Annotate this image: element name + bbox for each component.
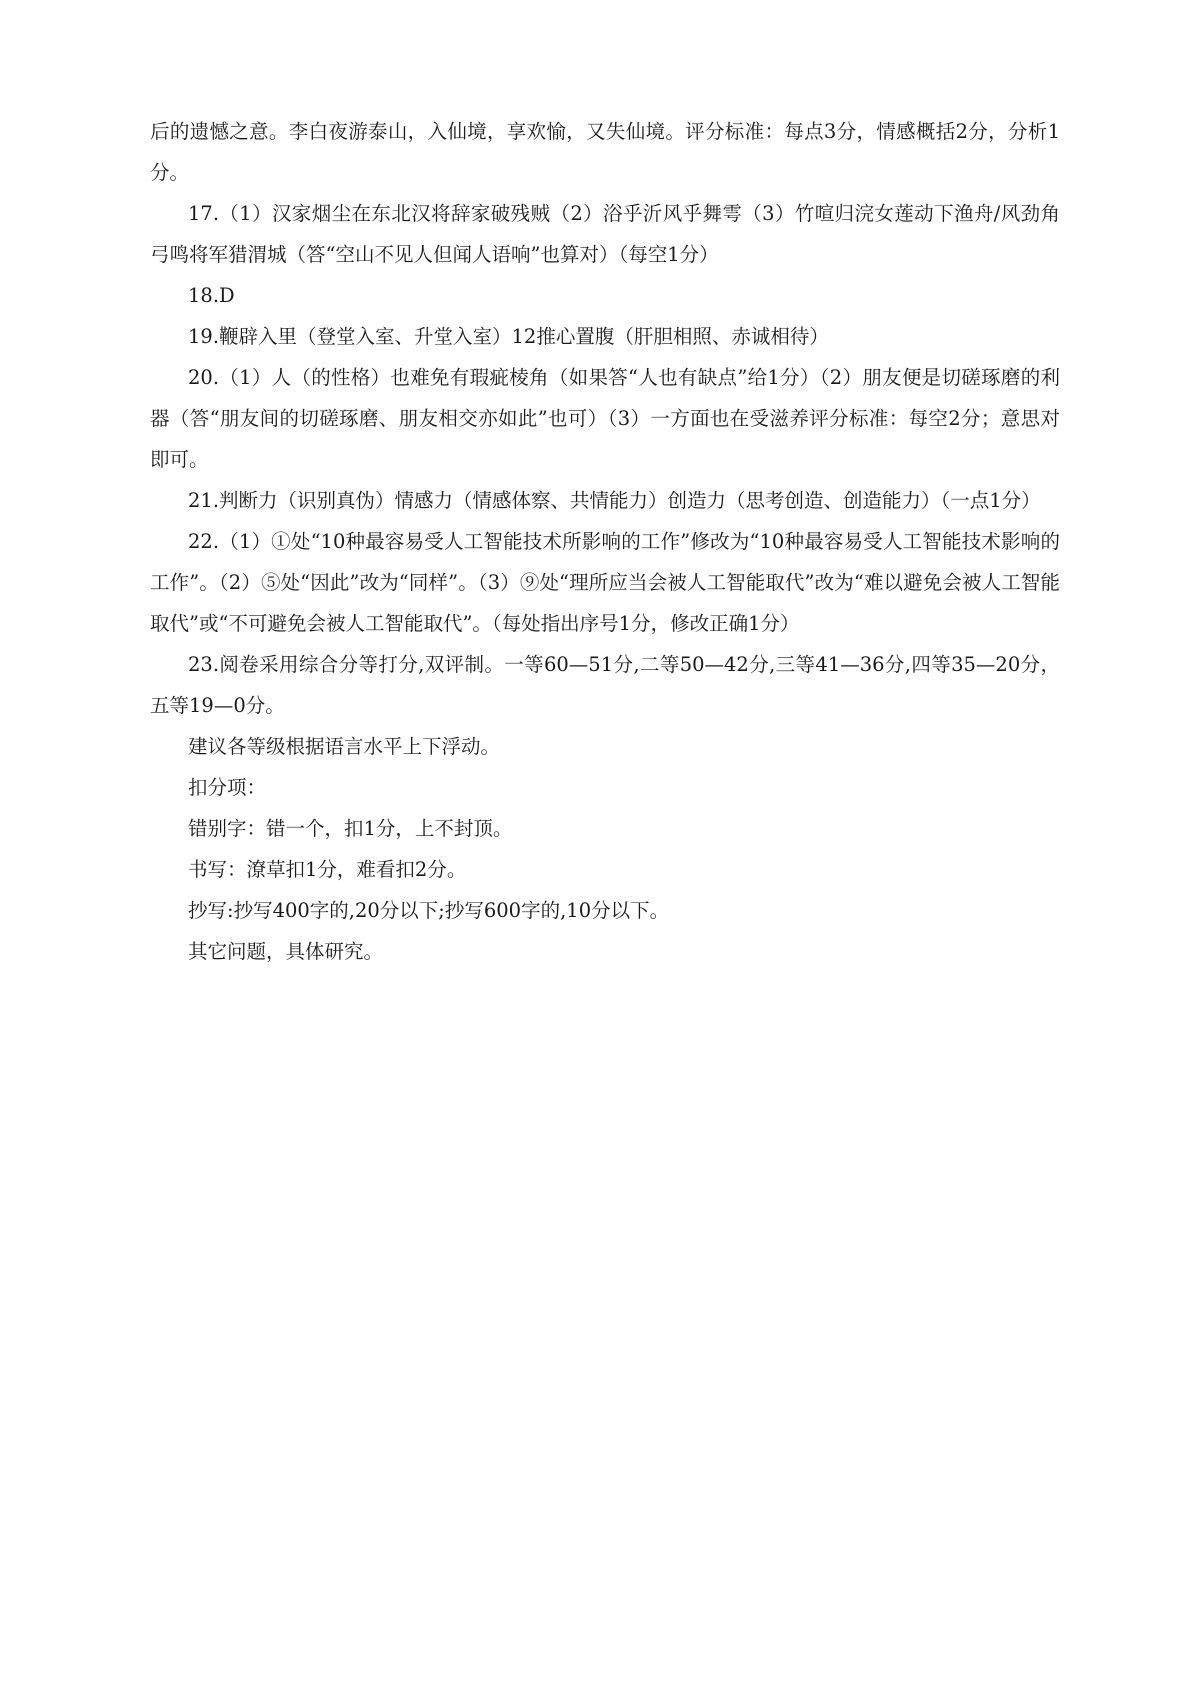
answer-23-handwriting-rule: 书写：潦草扣1分，难看扣2分。 [188,858,467,881]
answer-23: 23.阅卷采用综合分等打分,双评制。一等60—51分,二等50—42分,三等41—36分,四等35—20分，五等19—0分。 [150,653,1060,717]
answer-23-deduction-heading: 扣分项： [188,776,267,799]
answer-17: 17.（1）汉家烟尘在东北汉将辞家破残贼（2）浴乎沂风乎舞雩（3）竹喧归浣女莲动下渔舟/风劲角弓鸣将军猎渭城（答“空山不见人但闻人语响”也算对）（每空1分） [150,202,1060,266]
answer-20: 20.（1）人（的性格）也难免有瑕疵棱角（如果答“人也有缺点”给1分）（2）朋友便是切磋琢磨的利器（答“朋友间的切磋琢磨、朋友相交亦如此”也可）（3）一方面也在受滋养评分标准：每空2分；意思对即可。 [150,366,1060,471]
answer-19: 19.鞭辟入里（登堂入室、升堂入室）12推心置腹（肝胆相照、赤诚相待） [188,325,829,348]
answer-23-other-rule: 其它问题，具体研究。 [188,940,384,963]
answer-23-suggestion: 建议各等级根据语言水平上下浮动。 [188,735,501,758]
answer-16-continuation: 后的遗憾之意。李白夜游泰山，入仙境，享欢愉，又失仙境。评分标准：每点3分，情感概括2分，分析1分。 [150,120,1060,184]
answer-23-copying-rule: 抄写:抄写400字的,20分以下;抄写600字的,10分以下。 [188,899,670,922]
answer-21: 21.判断力（识别真伪）情感力（情感体察、共情能力）创造力（思考创造、创造能力）（一点1分） [188,489,1041,512]
answer-key-page [150,111,1060,972]
answer-22: 22.（1）①处“10种最容易受人工智能技术所影响的工作”修改为“10种最容易受人工智能技术影响的工作”。（2）⑤处“因此”改为“同样”。（3）⑨处“理所应当会被人工智能取代”改为“难以避免会被人工智能取代”或“不可避免会被人工智能取代”。（每处指出序号1分，修改正确1分） [150,530,1060,635]
answer-23-typo-rule: 错别字：错一个，扣1分，上不封顶。 [188,817,513,840]
answer-18: 18.D [188,284,235,307]
